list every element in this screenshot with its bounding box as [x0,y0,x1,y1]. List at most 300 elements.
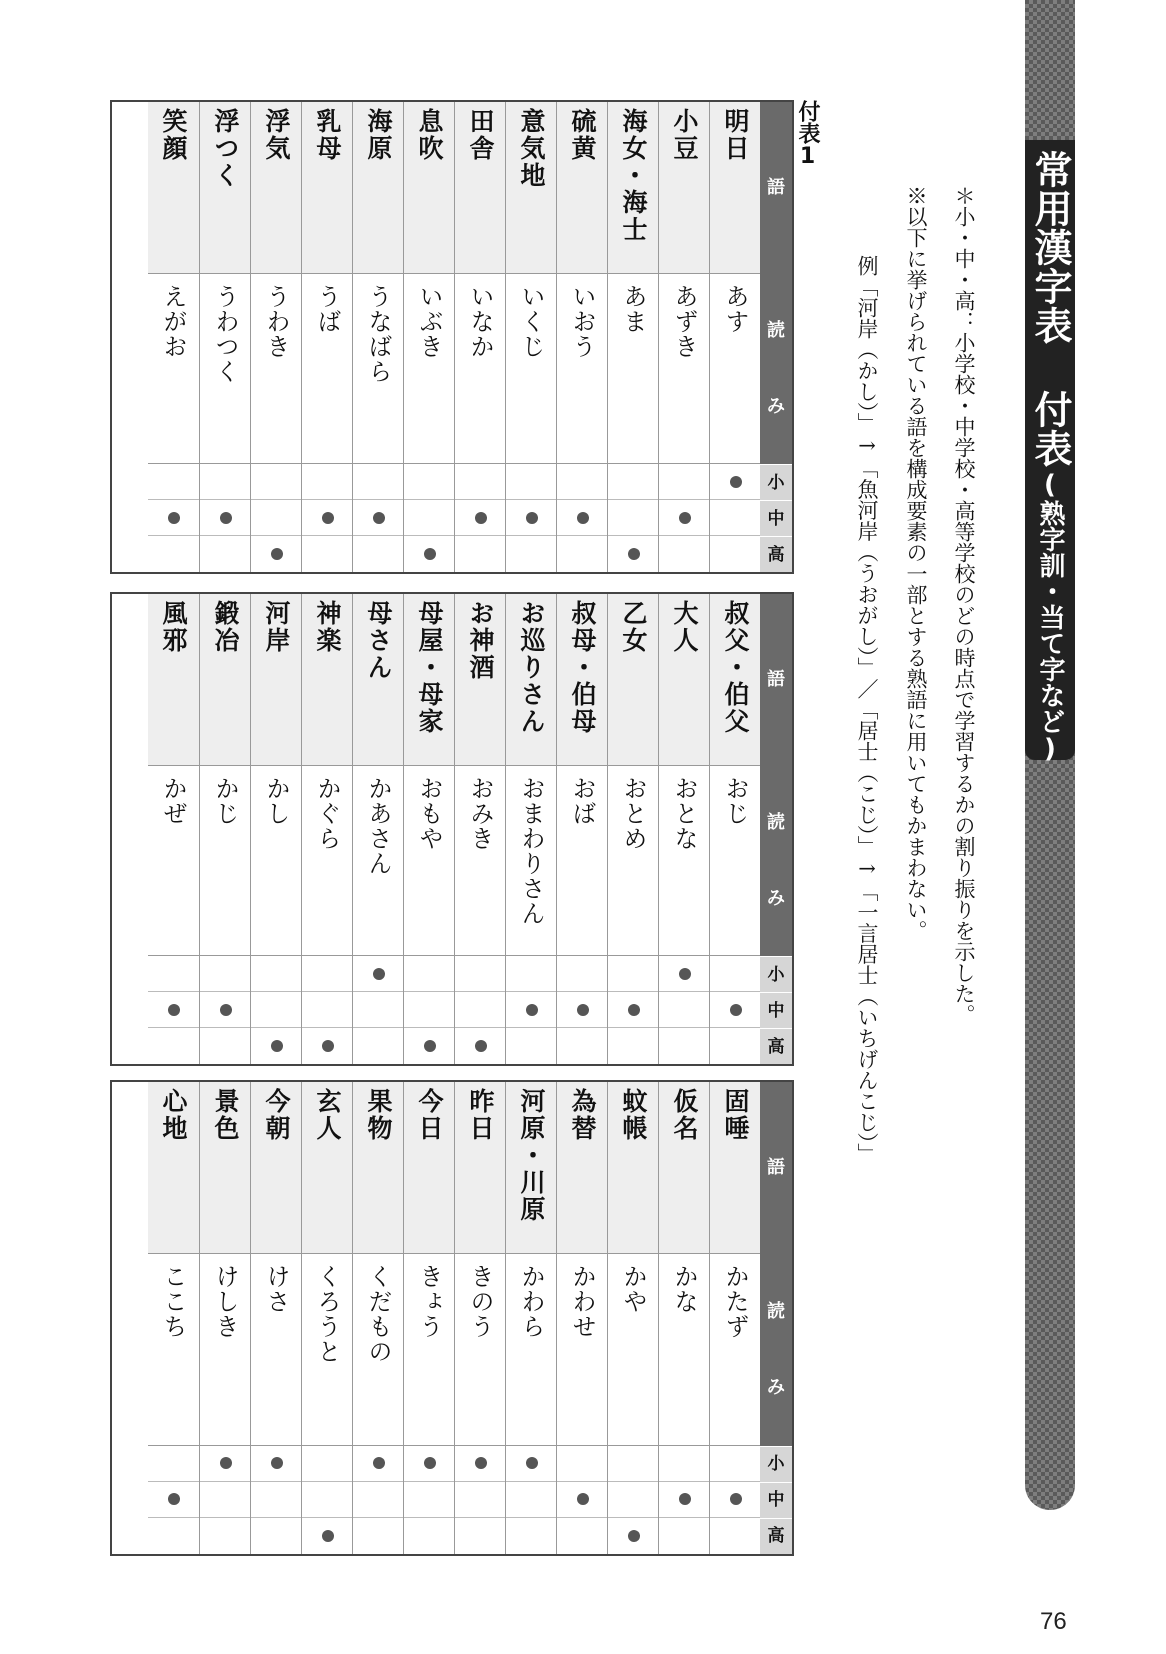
word-text: 為替 [568,1088,597,1142]
grade-elementary-cell [353,1446,404,1482]
table-row [607,1082,658,1554]
grade-dot-icon [526,1004,538,1016]
grade-dot-icon [424,1040,436,1052]
table-row [658,102,709,572]
reading-cell [557,274,608,465]
word-cell [200,102,251,274]
grade-high-cell [148,536,199,572]
grade-high-cell [353,1518,404,1554]
header-reading [760,274,792,465]
table-row [658,1082,709,1554]
grade-high-cell [200,1518,251,1554]
grade-elementary-cell [302,1446,353,1482]
reading-text: いくじ [517,283,545,359]
reading-text: うば [313,283,341,334]
header-grade-high: 高 [760,1518,792,1554]
word-text: 叔父・伯父 [721,600,750,735]
word-cell [200,594,251,766]
grade-elementary-cell [302,956,353,992]
table-header-column [760,1082,792,1554]
grade-middle-cell [557,500,608,536]
word-cell [557,102,608,274]
word-text: お巡りさん [517,600,546,735]
word-text: 海原 [364,108,393,162]
header-reading-2: み [767,887,785,909]
grade-dot-icon [577,1493,589,1505]
word-text: 乙女 [619,600,648,654]
grade-high-cell [302,1028,353,1064]
section-label: 付表1 [795,100,820,169]
word-text: 硫黄 [568,108,597,162]
word-text: 玄人 [313,1088,342,1142]
word-text: 神楽 [313,600,342,654]
reading-cell [659,274,710,465]
word-text: 明日 [721,108,750,162]
reading-text: おもや [415,775,443,851]
word-text: 海女・海士 [619,108,648,243]
table-row [199,1082,250,1554]
word-text: 河原・川原 [517,1088,546,1223]
grade-high-cell [404,1028,455,1064]
table-row [454,594,505,1064]
table-row [607,102,658,572]
grade-dot-icon [526,512,538,524]
table-row [148,102,199,572]
header-grade-high: 高 [760,536,792,572]
word-cell [557,594,608,766]
grade-elementary-cell [506,956,557,992]
note-compound-usage: ※以下に挙げられている語を構成要素の一部とする熟語に用いてもかまわない。 [904,185,928,941]
word-cell [404,102,455,274]
grade-dot-icon [628,1530,640,1542]
grade-elementary-cell [557,956,608,992]
word-cell [148,1082,199,1254]
grade-middle-cell [404,1482,455,1518]
reading-cell [302,274,353,465]
grade-elementary-cell [353,464,404,500]
word-text: 乳母 [313,108,342,162]
grade-dot-icon [679,968,691,980]
grade-elementary-cell [710,956,761,992]
reading-cell [455,766,506,957]
grade-middle-cell [506,500,557,536]
word-cell [353,594,404,766]
grade-dot-icon [322,512,334,524]
word-text: 意気地 [517,108,546,189]
grade-dot-icon [322,1530,334,1542]
header-grade-elementary: 小 [760,1446,792,1482]
word-cell [148,594,199,766]
grade-dot-icon [679,512,691,524]
grade-middle-cell [506,992,557,1028]
grade-middle-cell [608,1482,659,1518]
reading-cell [404,766,455,957]
header-grade-middle: 中 [760,500,792,536]
grade-elementary-cell [200,956,251,992]
word-cell [251,594,302,766]
grade-high-cell [506,1518,557,1554]
grade-middle-cell [506,1482,557,1518]
word-cell [251,1082,302,1254]
header-reading-2: み [767,395,785,417]
reading-cell [200,766,251,957]
grade-high-cell [608,1518,659,1554]
page-title: 常用漢字表 付表 [1028,150,1072,468]
word-cell [710,594,761,766]
grade-elementary-cell [506,1446,557,1482]
reading-cell [148,766,199,957]
reading-text: きょう [415,1264,443,1340]
table-row [454,102,505,572]
grade-high-cell [404,536,455,572]
kanji-table-1 [110,100,794,574]
header-reading-1: 読 [767,320,785,342]
table-row [352,102,403,572]
grade-middle-cell [251,1482,302,1518]
grade-middle-cell [557,1482,608,1518]
grade-middle-cell [353,1482,404,1518]
grade-elementary-cell [710,464,761,500]
reading-text: うなばら [364,283,392,384]
grade-dot-icon [373,1457,385,1469]
word-text: 固唾 [721,1088,750,1142]
grade-elementary-cell [659,464,710,500]
grade-dot-icon [475,1457,487,1469]
grade-elementary-cell [404,956,455,992]
grade-high-cell [710,1028,761,1064]
word-text: 風邪 [159,600,188,654]
note-example: 例「河岸（かし）」→「魚河岸（うおがし）」／「居士（こじ）」→「一言居士（いちげんこじ）」 [855,255,879,1164]
grade-high-cell [608,536,659,572]
header-grade-high: 高 [760,1028,792,1064]
reading-text: かたず [721,1264,749,1340]
word-cell [404,594,455,766]
grade-elementary-cell [251,956,302,992]
word-cell [659,102,710,274]
word-cell [404,1082,455,1254]
word-cell [506,102,557,274]
reading-text: かあさん [364,775,392,876]
kanji-table-3 [110,1080,794,1556]
reading-text: かわら [517,1264,545,1340]
word-text: 笑顔 [159,108,188,162]
word-text: 浮つく [211,108,240,189]
grade-dot-icon [424,1457,436,1469]
grade-middle-cell [455,1482,506,1518]
note-grade-legend: ＊小・中・高：小学校・中学校・高等学校のどの時点で学習するかの割り振りを示した。 [952,185,976,1025]
grade-elementary-cell [404,1446,455,1482]
table-row [352,594,403,1064]
reading-cell [710,766,761,957]
grade-middle-cell [710,500,761,536]
grade-dot-icon [168,512,180,524]
page-number: 76 [1040,1608,1067,1635]
word-text: 心地 [159,1088,188,1142]
grade-dot-icon [526,1457,538,1469]
grade-high-cell [659,1518,710,1554]
reading-cell [659,1254,710,1446]
grade-high-cell [302,536,353,572]
word-cell [659,1082,710,1254]
grade-middle-cell [200,1482,251,1518]
reading-cell [302,766,353,957]
grade-elementary-cell [200,1446,251,1482]
grade-elementary-cell [404,464,455,500]
table-row [250,102,301,572]
word-cell [710,102,761,274]
grade-dot-icon [730,1004,742,1016]
grade-elementary-cell [148,464,199,500]
reading-cell [455,1254,506,1446]
grade-dot-icon [220,512,232,524]
grade-high-cell [353,1028,404,1064]
grade-dot-icon [730,476,742,488]
reading-cell [251,766,302,957]
reading-cell [200,1254,251,1446]
word-cell [455,594,506,766]
grade-high-cell [506,536,557,572]
grade-middle-cell [455,992,506,1028]
grade-middle-cell [302,1482,353,1518]
table-row [301,102,352,572]
table-row [556,102,607,572]
grade-middle-cell [353,992,404,1028]
header-reading-2: み [767,1376,785,1398]
word-cell [455,1082,506,1254]
reading-cell [251,274,302,465]
grade-elementary-cell [608,464,659,500]
table-row [607,594,658,1064]
table-row [301,1082,352,1554]
table-row [250,1082,301,1554]
reading-cell [200,274,251,465]
reading-text: かぜ [159,775,187,826]
grade-dot-icon [322,1040,334,1052]
reading-cell [608,274,659,465]
reading-cell [506,766,557,957]
grade-middle-cell [200,500,251,536]
table-row [403,102,454,572]
word-cell [557,1082,608,1254]
grade-middle-cell [557,992,608,1028]
reading-text: いぶき [415,283,443,359]
grade-elementary-cell [455,956,506,992]
grade-high-cell [251,1518,302,1554]
reading-text: おまわりさん [517,775,545,926]
grade-high-cell [302,1518,353,1554]
word-text: 叔母・伯母 [568,600,597,735]
header-reading [760,1254,792,1446]
grade-high-cell [455,1518,506,1554]
word-text: 昨日 [466,1088,495,1142]
grade-high-cell [506,1028,557,1064]
grade-elementary-cell [251,1446,302,1482]
grade-high-cell [557,1028,608,1064]
grade-high-cell [251,536,302,572]
word-text: 河岸 [262,600,291,654]
header-word: 語 [767,1157,785,1179]
reading-cell [302,1254,353,1446]
reading-text: おじ [721,775,749,826]
grade-dot-icon [373,968,385,980]
word-text: 小豆 [670,108,699,162]
reading-text: ここち [159,1264,187,1340]
word-cell [251,102,302,274]
word-cell [148,102,199,274]
reading-text: けさ [262,1264,290,1315]
reading-text: かや [619,1264,647,1315]
table-header-column [760,102,792,572]
grade-middle-cell [710,992,761,1028]
table-row [250,594,301,1064]
grade-high-cell [557,536,608,572]
grade-middle-cell [148,1482,199,1518]
grade-elementary-cell [455,464,506,500]
grade-high-cell [353,536,404,572]
header-grade-middle: 中 [760,992,792,1028]
grade-dot-icon [271,1040,283,1052]
table-row [505,1082,556,1554]
word-text: 果物 [364,1088,393,1142]
grade-middle-cell [404,500,455,536]
grade-dot-icon [730,1493,742,1505]
grade-middle-cell [608,500,659,536]
word-text: 鍛冶 [211,600,240,654]
reading-text: おば [568,775,596,826]
grade-high-cell [200,536,251,572]
grade-elementary-cell [659,1446,710,1482]
reading-cell [506,1254,557,1446]
reading-cell [557,766,608,957]
word-cell [710,1082,761,1254]
grade-middle-cell [455,500,506,536]
table-row [301,594,352,1064]
header-grade-elementary: 小 [760,464,792,500]
word-cell [608,1082,659,1254]
reading-cell [404,1254,455,1446]
grade-dot-icon [168,1004,180,1016]
reading-cell [148,274,199,465]
header-word: 語 [767,176,785,198]
header-grade-elementary: 小 [760,956,792,992]
grade-middle-cell [659,992,710,1028]
reading-text: えがお [159,283,187,359]
reading-cell [353,274,404,465]
table-row [403,1082,454,1554]
grade-middle-cell [251,500,302,536]
reading-text: かな [670,1264,698,1315]
header-grade-middle: 中 [760,1482,792,1518]
table-header-column [760,594,792,1064]
grade-middle-cell [302,992,353,1028]
reading-cell [404,274,455,465]
grade-middle-cell [200,992,251,1028]
word-text: 浮気 [262,108,291,162]
reading-text: きのう [466,1264,494,1340]
reading-cell [608,1254,659,1446]
grade-dot-icon [628,1004,640,1016]
grade-middle-cell [148,500,199,536]
reading-text: かし [262,775,290,826]
header-reading-1: 読 [767,1301,785,1323]
grade-dot-icon [271,1457,283,1469]
word-text: 母屋・母家 [415,600,444,735]
grade-high-cell [148,1518,199,1554]
grade-dot-icon [577,512,589,524]
reading-text: おみき [466,775,494,851]
header-reading [760,766,792,957]
reading-text: かぐら [313,775,341,851]
word-cell [353,102,404,274]
reading-text: おとめ [619,775,647,851]
table-row [403,594,454,1064]
word-cell [608,594,659,766]
word-cell [659,594,710,766]
grade-elementary-cell [608,956,659,992]
table-row [352,1082,403,1554]
grade-middle-cell [659,1482,710,1518]
grade-dot-icon [577,1004,589,1016]
reading-cell [710,1254,761,1446]
reading-cell [251,1254,302,1446]
header-word: 語 [767,668,785,690]
word-text: お神酒 [466,600,495,681]
word-cell [455,102,506,274]
word-text: 息吹 [415,108,444,162]
grade-middle-cell [404,992,455,1028]
grade-high-cell [710,1518,761,1554]
grade-elementary-cell [302,464,353,500]
reading-cell [608,766,659,957]
reading-cell [557,1254,608,1446]
grade-elementary-cell [557,1446,608,1482]
table-row [505,594,556,1064]
reading-text: あす [721,283,749,334]
grade-high-cell [608,1028,659,1064]
grade-elementary-cell [710,1446,761,1482]
grade-high-cell [148,1028,199,1064]
page-subtitle: (熟字訓・当て字など) [1035,470,1065,764]
grade-middle-cell [659,500,710,536]
reading-text: あずき [670,283,698,359]
grade-middle-cell [353,500,404,536]
word-cell [353,1082,404,1254]
grade-elementary-cell [148,956,199,992]
grade-middle-cell [251,992,302,1028]
table-row [148,594,199,1064]
reading-text: かわせ [568,1264,596,1340]
grade-high-cell [455,1028,506,1064]
grade-dot-icon [475,1040,487,1052]
grade-elementary-cell [251,464,302,500]
grade-high-cell [404,1518,455,1554]
word-text: 今日 [415,1088,444,1142]
table-row [505,102,556,572]
grade-elementary-cell [557,464,608,500]
word-cell [302,594,353,766]
grade-dot-icon [271,548,283,560]
grade-middle-cell [148,992,199,1028]
table-row [556,594,607,1064]
grade-high-cell [659,1028,710,1064]
reading-text: くろうと [313,1264,341,1365]
word-text: 景色 [211,1088,240,1142]
table-row [454,1082,505,1554]
word-text: 母さん [364,600,393,681]
header-reading-1: 読 [767,812,785,834]
grade-dot-icon [220,1457,232,1469]
word-cell [200,1082,251,1254]
